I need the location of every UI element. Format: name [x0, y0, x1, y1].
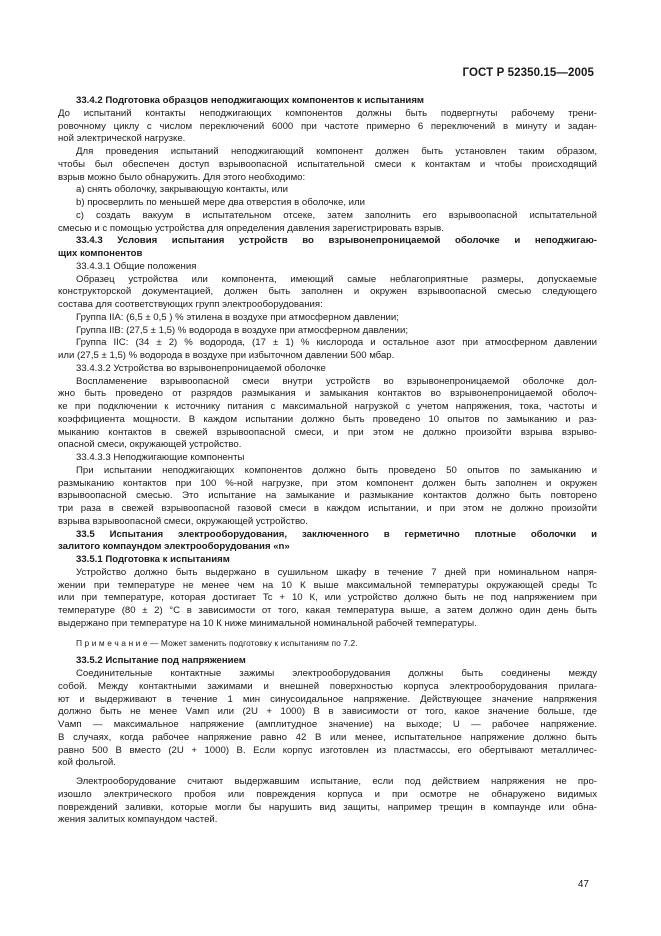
page-number: 47 — [577, 879, 589, 890]
standard-header: ГОСТ Р 52350.15—2005 — [462, 67, 594, 79]
body-text-line: Устройство должно быть выдержано в сушильном шкафу в течение 7 дней при номинальном напря- — [76, 566, 597, 578]
body-text-line: взрыв можно было обнаружить. Для этого необходимо: — [58, 171, 306, 183]
body-text-line: b) просверлить по меньшей мере два отверстия в оболочке, или — [76, 197, 365, 208]
body-text-line: собой. Между контактными зажимами и внешней поверхностью корпуса электрооборудования прилага- — [58, 680, 597, 692]
body-text-line: чтобы был обеспечен доступ взрывоопасной испытательной смеси к контактам и чтобы происходящий — [58, 158, 597, 170]
body-text-line: 33.4.3.1 Общие положения — [76, 260, 197, 272]
body-text-line: или (27,5 ± 1,5) % водорода в воздухе при избыточном давлении 500 мбар. — [58, 350, 395, 361]
body-text-line: коэффициента мощности. В каждом испытании должно быть проведено 10 опытов по замыканию и раз- — [58, 413, 597, 425]
body-text-line: мыканию контактов в свежей взрывоопасной смеси, и при этом не должно произойти взрыва взрыво- — [58, 426, 597, 438]
body-text-line: При испытании неподжигающих компонентов должно быть проведено 50 опытов по замыканию и — [76, 464, 597, 476]
body-text-line: Группа IIB: (27,5 ± 1,5) % водорода в воздухе при атмосферном давлении; — [76, 324, 409, 336]
body-text-line: Группа IIA: (6,5 ± 0,5 ) % этилена в воздухе при атмосферном давлении; — [76, 311, 399, 323]
section-heading-line: 33.4.2 Подготовка образцов неподжигающих компонентов к испытаниям — [76, 95, 425, 106]
body-text-line: или при температуре, которая достигает Tc + 10 К, или устройство должно быть не под напряжением при — [58, 592, 597, 604]
body-text-line: Vамп — максимальное напряжение (амплитудное значение) на выходе; U — рабочее напряжение. — [58, 719, 597, 730]
body-text-line: 33.4.3.2 Устройства во взрывонепроницаемой оболочке — [76, 362, 326, 374]
body-text-line: взрыва взрывоопасной смеси, окружающей устройство. — [58, 515, 308, 527]
body-text-line: изошло электрического пробоя или повреждения корпуса и при осмотре не обнаружено видимых — [58, 788, 597, 800]
section-heading-line: 33.5.1 Подготовка к испытаниям — [76, 554, 230, 565]
section-heading-line: щих компонентов — [58, 248, 143, 259]
body-text-line: взрывоопасной смесью. Это испытание на замыкание и размыкание контактов должно быть повторено — [58, 490, 597, 502]
body-text-line: жения залитых компаундом частей. — [58, 814, 218, 826]
body-text-line: размыканию контактов при 100 %-ной нагрузке, при этом компонент должен быть заполнен и окружен — [58, 477, 597, 489]
note-line: П р и м е ч а н и е — Может заменить подготовку к испытаниям по 7.2. — [76, 637, 358, 648]
body-text-line: Электрооборудование считают выдержавшим испытание, если под действием напряжения не про- — [76, 776, 597, 787]
body-text-line: жно быть проведено от разрядов размыкания и замыкания контактов во взрывонепроницаемой оболоч- — [58, 388, 597, 400]
body-text-line: c) создать вакуум в испытательном отсеке, затем заполнить его взрывоопасной испытательной — [76, 209, 597, 221]
body-text-line: a) снять оболочку, закрывающую контакты, или — [76, 184, 288, 196]
section-heading-line: 33.5.2 Испытание под напряжением — [76, 655, 246, 667]
document-body — [58, 95, 597, 827]
body-text-line: опасной смеси, окружающей устройство. — [58, 439, 242, 451]
body-text-line: В случаях, когда рабочее напряжение равно 42 В или менее, испытательное напряжение должно быть — [58, 731, 597, 743]
body-text-line: До испытаний контакты неподжигающих компонентов должны быть подвергнуты рабочему трени- — [58, 107, 597, 119]
body-text-line: смесью и с помощью устройства для определения давления зарегистрировать взрыв. — [58, 222, 444, 234]
body-text-line: Группа IIC: (34 ± 2) % водорода, (17 ± 1) % кислорода и остальное азот при атмосферном давлении — [76, 337, 597, 349]
body-text-line: состава для соответствующих групп электрооборудования: — [58, 299, 323, 310]
body-text-line: конструкторской документацией, должен быть заполнен и окружен взрывоопасной смесью следующего — [58, 286, 597, 298]
body-text-line: Образец устройства или компонента, имеющий самые неблагоприятные размеры, допускаемые — [76, 273, 597, 285]
body-text-line: ровочному циклу с числом переключений 6000 при частоте примерно 6 переключений в минуту и задан- — [58, 120, 597, 132]
body-text-line: три раза в свежей взрывоопасной газовой смеси в каждом испытании, и при этом не должно произойти — [58, 503, 597, 514]
body-text-line: повреждений заливки, которые могли бы нарушить вид защиты, например трещин в компаунде или обна- — [58, 801, 597, 813]
body-text-line: Соединительные контактные зажимы электрооборудования должны быть соединены между — [76, 668, 597, 679]
body-text-line: ют и выдерживают в течение 1 мин синусоидальное напряжение. Действующее значение напряжения — [58, 693, 597, 705]
body-text-line: выдержано при температуре на 10 К ниже минимальной номинальной рабочей температуры. — [58, 617, 477, 629]
section-heading-line: 33.4.3 Условия испытания устройств во взрывонепроницаемой оболочке и неподжигаю- — [76, 235, 597, 247]
body-text-line: кой фольгой. — [58, 757, 116, 769]
body-text-line: Воспламенение взрывоопасной смеси внутри устройств во взрывонепроницаемой оболочке дол- — [76, 375, 597, 387]
body-text-line: равно 500 В вместо (2U + 1000) В. Если корпус изготовлен из пластмассы, его обертывают металличес- — [58, 744, 597, 756]
body-text-line: должно быть не менее Vамп или (2U + 1000) В в зависимости от того, какое значение больше, где — [58, 706, 597, 718]
body-text-line: Для проведения испытаний неподжигающий компонент должен быть установлен таким образом, — [76, 146, 597, 157]
body-text-line: жении при температуре не менее чем на 10 К выше максимальной температуры окружающей среды Tc — [58, 579, 597, 591]
body-text-line: температуре (80 ± 2) °C в зависимости от того, какая температура выше, а затем должно один день быть — [58, 605, 597, 616]
section-heading-line: залитого компаундом электрооборудования «n» — [58, 541, 290, 553]
body-text-line: ке при подключении к источнику питания с максимальной нагрузкой с учетом напряжения, тока, частоты и — [58, 401, 597, 412]
body-text-line: ной электрической нагрузке. — [58, 133, 186, 145]
body-text-line: 33.4.3.3 Неподжигающие компоненты — [76, 452, 245, 463]
section-heading-line: 33.5 Испытания электрооборудования, заключенного в герметично плотные оболочки и — [76, 528, 597, 540]
